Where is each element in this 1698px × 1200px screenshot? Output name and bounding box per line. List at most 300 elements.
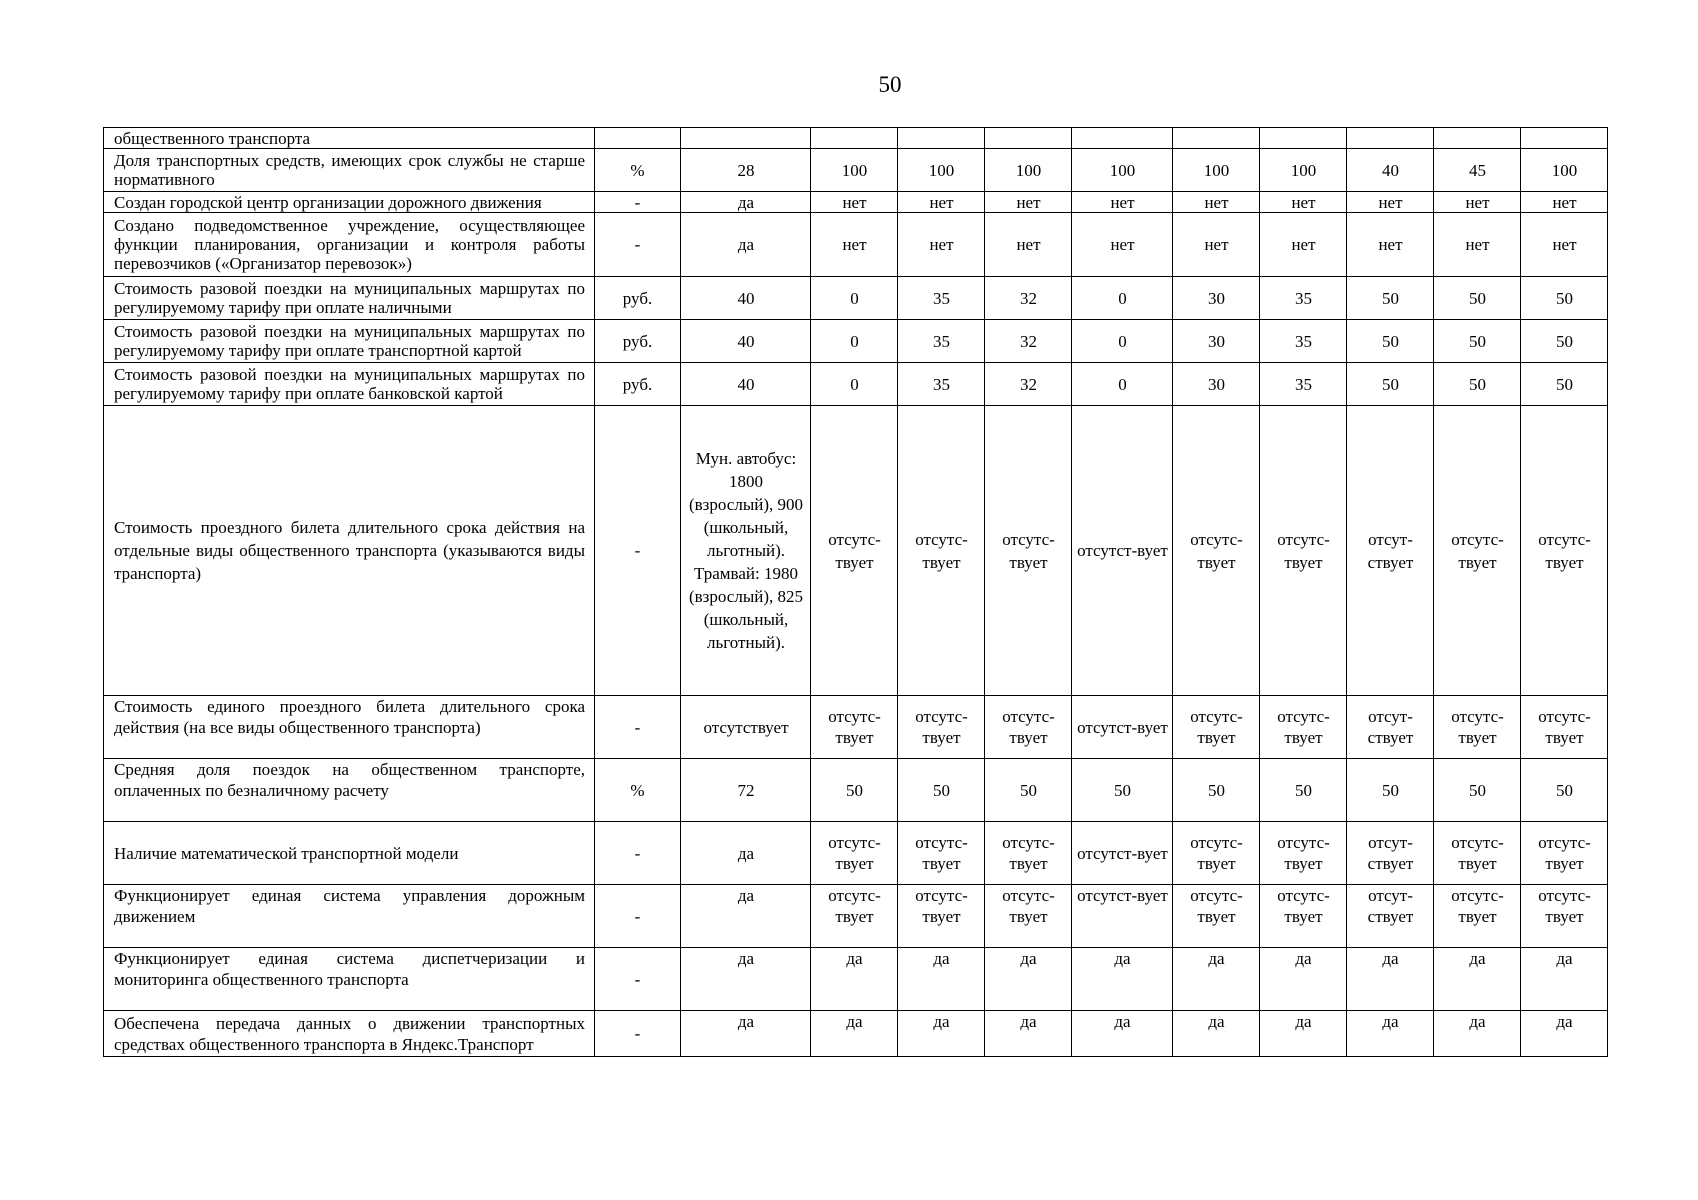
cell-text: 40 (737, 331, 755, 351)
cell-text: отсутс-твует (1190, 886, 1243, 926)
value-cell (1521, 128, 1608, 149)
value-cell (1434, 149, 1521, 192)
value-cell (1521, 149, 1608, 192)
cell-text: 50 (1556, 780, 1573, 800)
cell-text: отсут-ствует (1367, 529, 1414, 572)
value-cell (985, 1011, 1072, 1057)
target-value-cell (681, 277, 811, 320)
value-cell (985, 822, 1072, 885)
cell-text: 35 (1295, 374, 1312, 394)
cell-text: отсутс-твует (828, 886, 881, 926)
cell-text: отсутс-твует (1451, 529, 1504, 572)
cell-text: 50 (1382, 288, 1399, 308)
cell-text: 0 (850, 288, 859, 308)
value-cell (1347, 192, 1434, 213)
unit-cell: % (595, 149, 681, 192)
cell-text: 40 (737, 374, 755, 394)
cell-text: 35 (1295, 288, 1312, 308)
value-cell (898, 759, 985, 822)
table-row (104, 1011, 1608, 1057)
value-cell (1434, 885, 1521, 948)
indicator-label: Стоимость разовой поездки на муниципальных маршрутах по регулируемому тарифу при оплате наличными (104, 277, 595, 320)
value-cell (1347, 363, 1434, 406)
value-cell (1072, 320, 1173, 363)
value-cell (1434, 277, 1521, 320)
table-row (104, 277, 1608, 320)
value-cell (1434, 192, 1521, 213)
cell-text: отсутст-вует (1077, 843, 1168, 863)
page-number: 50 (878, 72, 902, 97)
cell-text: 50 (933, 780, 950, 800)
cell-text: нет (1016, 235, 1041, 254)
value-cell (1072, 1011, 1173, 1057)
cell-text: да (1469, 1012, 1486, 1031)
value-cell (898, 363, 985, 406)
value-cell (1434, 320, 1521, 363)
value-cell (811, 213, 898, 277)
table-row (104, 320, 1608, 363)
value-cell (898, 149, 985, 192)
value-cell (898, 885, 985, 948)
cell-text: отсутст-вует (1077, 541, 1168, 560)
cell-text: нет (1016, 192, 1041, 212)
value-cell (811, 363, 898, 406)
value-cell (1347, 320, 1434, 363)
cell-text: отсутс-твует (828, 529, 881, 572)
value-cell (1072, 192, 1173, 213)
cell-text: нет (1378, 192, 1403, 212)
cell-text: да (737, 235, 755, 254)
target-value-cell (681, 1011, 811, 1057)
cell-text: да (1382, 1012, 1399, 1031)
cell-text: нет (1204, 235, 1229, 254)
value-cell (1434, 128, 1521, 149)
cell-text: 50 (1469, 780, 1486, 800)
cell-text: 50 (1020, 780, 1037, 800)
cell-text: отсутст-вует (1077, 717, 1168, 737)
value-cell (1173, 213, 1260, 277)
indicator-label: Стоимость разовой поездки на муниципальных маршрутах по регулируемому тарифу при оплате банковской картой (104, 363, 595, 406)
unit-cell: - (595, 192, 681, 213)
table-row (104, 822, 1608, 885)
cell-text: да (1208, 949, 1225, 968)
value-cell (811, 696, 898, 759)
value-cell (985, 406, 1072, 696)
indicator-label: общественного транспорта (104, 128, 595, 149)
cell-text: отсутствует (703, 717, 789, 737)
value-cell (1521, 948, 1608, 1011)
value-cell (1521, 406, 1608, 696)
value-cell (1434, 1011, 1521, 1057)
value-cell (1521, 213, 1608, 277)
cell-text: да (1556, 949, 1573, 968)
value-cell (898, 213, 985, 277)
value-cell (811, 128, 898, 149)
value-cell (898, 1011, 985, 1057)
cell-text: отсутс-твует (1277, 833, 1330, 873)
cell-text: да (1295, 1012, 1312, 1031)
value-cell (1434, 363, 1521, 406)
cell-text: отсутс-твует (1002, 529, 1055, 572)
cell-text: отсутс-твует (915, 833, 968, 873)
value-cell (811, 885, 898, 948)
cell-text: отсутс-твует (828, 833, 881, 873)
table-row (104, 192, 1608, 213)
unit-cell: % (595, 759, 681, 822)
cell-text: да (1208, 1012, 1225, 1031)
cell-text: 0 (1118, 288, 1127, 308)
value-cell (811, 277, 898, 320)
cell-text: нет (1291, 235, 1316, 254)
value-cell (1072, 149, 1173, 192)
cell-text: 35 (933, 374, 950, 394)
value-cell (1521, 822, 1608, 885)
unit-cell: - (595, 885, 681, 948)
value-cell (1072, 696, 1173, 759)
value-cell (898, 128, 985, 149)
cell-text: 45 (1469, 160, 1486, 180)
value-cell (985, 696, 1072, 759)
value-cell (1347, 696, 1434, 759)
target-value-cell (681, 885, 811, 948)
table-row (104, 885, 1608, 948)
cell-text: 35 (933, 331, 950, 351)
table-row (104, 128, 1608, 149)
cell-text: 72 (737, 780, 755, 800)
cell-text: 28 (737, 160, 755, 180)
value-cell (898, 822, 985, 885)
value-cell (1260, 363, 1347, 406)
cell-text: нет (929, 235, 954, 254)
value-cell (1260, 696, 1347, 759)
value-cell (1173, 406, 1260, 696)
cell-text: 40 (1382, 160, 1399, 180)
indicators-table (103, 127, 1608, 1057)
value-cell (1072, 406, 1173, 696)
value-cell (985, 149, 1072, 192)
cell-text: 30 (1208, 331, 1225, 351)
cell-text: отсутс-твует (1451, 707, 1504, 747)
target-value-cell (681, 822, 811, 885)
cell-text: отсутс-твует (1451, 833, 1504, 873)
value-cell (1173, 192, 1260, 213)
indicator-label: Средняя доля поездок на общественном транспорте, оплаченных по безналичному расчету (104, 759, 595, 822)
cell-text: отсут-ствует (1367, 833, 1414, 873)
table-row (104, 759, 1608, 822)
value-cell (1347, 128, 1434, 149)
cell-text: да (1114, 949, 1131, 968)
table-row (104, 948, 1608, 1011)
value-cell (1434, 213, 1521, 277)
value-cell (985, 320, 1072, 363)
value-cell (1434, 822, 1521, 885)
cell-text: нет (1552, 235, 1577, 254)
target-value-cell (681, 213, 811, 277)
value-cell (1260, 885, 1347, 948)
target-value-cell (681, 406, 811, 696)
cell-text: 100 (1551, 160, 1578, 180)
value-cell (1173, 1011, 1260, 1057)
cell-text: да (737, 886, 755, 905)
target-value-cell (681, 363, 811, 406)
cell-text: да (933, 1012, 950, 1031)
value-cell (1347, 759, 1434, 822)
cell-text: да (1020, 949, 1037, 968)
cell-text: 50 (1556, 288, 1573, 308)
indicator-label: Наличие математической транспортной модели (104, 822, 595, 885)
value-cell (811, 149, 898, 192)
cell-text: 100 (1109, 160, 1136, 180)
value-cell (1260, 149, 1347, 192)
cell-text: 0 (1118, 374, 1127, 394)
cell-text: 50 (1469, 288, 1486, 308)
cell-text: нет (1110, 235, 1135, 254)
cell-text: отсутс-твует (1538, 529, 1591, 572)
cell-text: отсутс-твует (1277, 886, 1330, 926)
indicator-label: Создано подведомственное учреждение, осуществляющее функции планирования, организации и контроля работы перевозчиков («Организатор перевозок») (104, 213, 595, 277)
value-cell (985, 213, 1072, 277)
cell-text: нет (842, 192, 867, 212)
value-cell (1521, 759, 1608, 822)
value-cell (1521, 277, 1608, 320)
cell-text: 30 (1208, 288, 1225, 308)
value-cell (898, 948, 985, 1011)
unit-cell: - (595, 948, 681, 1011)
value-cell (1434, 406, 1521, 696)
cell-text: 50 (1382, 374, 1399, 394)
value-cell (1072, 213, 1173, 277)
cell-text: нет (929, 192, 954, 212)
value-cell (1347, 406, 1434, 696)
cell-text: 32 (1020, 374, 1037, 394)
cell-text: 50 (1556, 331, 1573, 351)
cell-text: 100 (1015, 160, 1042, 180)
cell-text: отсутс-твует (1190, 529, 1243, 572)
cell-text: 100 (928, 160, 955, 180)
value-cell (1434, 948, 1521, 1011)
cell-text: да (737, 192, 755, 212)
value-cell (1521, 1011, 1608, 1057)
value-cell (1260, 277, 1347, 320)
cell-text: отсутс-твует (1190, 707, 1243, 747)
cell-text: 50 (1469, 374, 1486, 394)
value-cell (1347, 822, 1434, 885)
cell-text: да (933, 949, 950, 968)
value-cell (1260, 192, 1347, 213)
cell-text: 100 (1203, 160, 1230, 180)
cell-text: 0 (1118, 331, 1127, 351)
cell-text: да (1556, 1012, 1573, 1031)
cell-text: нет (1378, 235, 1403, 254)
unit-cell: - (595, 406, 681, 696)
value-cell (1260, 128, 1347, 149)
value-cell (985, 128, 1072, 149)
indicator-label: Функционирует единая система управления дорожным движением (104, 885, 595, 948)
value-cell (1347, 885, 1434, 948)
cell-text: нет (1204, 192, 1229, 212)
value-cell (1072, 759, 1173, 822)
value-cell (1173, 320, 1260, 363)
cell-text: отсутс-твует (1002, 707, 1055, 747)
cell-text: 0 (850, 374, 859, 394)
cell-text: отсутс-твует (915, 529, 968, 572)
cell-text: нет (1291, 192, 1316, 212)
value-cell (811, 320, 898, 363)
value-cell (811, 1011, 898, 1057)
indicator-label: Функционирует единая система диспетчеризации и мониторинга общественного транспорта (104, 948, 595, 1011)
indicator-label: Доля транспортных средств, имеющих срок службы не старше нормативного (104, 149, 595, 192)
value-cell (811, 192, 898, 213)
cell-text: 50 (846, 780, 863, 800)
value-cell (898, 406, 985, 696)
cell-text: 100 (841, 160, 868, 180)
value-cell (1260, 1011, 1347, 1057)
cell-text: да (846, 949, 863, 968)
cell-text: 30 (1208, 374, 1225, 394)
indicator-label: Стоимость единого проездного билета длительного срока действия (на все виды общественного транспорта) (104, 696, 595, 759)
cell-text: отсутс-твует (1277, 529, 1330, 572)
cell-text: отсутст-вует (1077, 886, 1168, 905)
value-cell (1434, 759, 1521, 822)
cell-text: нет (1552, 192, 1577, 212)
cell-text: 50 (1295, 780, 1312, 800)
cell-text: отсутс-твует (1190, 833, 1243, 873)
indicator-label: Стоимость проездного билета длительного срока действия на отдельные виды общественного транспорта (указываются виды транспорта) (104, 406, 595, 696)
value-cell (985, 192, 1072, 213)
value-cell (1260, 948, 1347, 1011)
table-row (104, 406, 1608, 696)
target-value-cell (681, 759, 811, 822)
value-cell (985, 277, 1072, 320)
value-cell (1260, 320, 1347, 363)
value-cell (1072, 822, 1173, 885)
value-cell (1072, 128, 1173, 149)
value-cell (1173, 759, 1260, 822)
cell-text: нет (1465, 235, 1490, 254)
target-value-cell (681, 696, 811, 759)
cell-text: 0 (850, 331, 859, 351)
cell-text: да (846, 1012, 863, 1031)
indicator-label: Стоимость разовой поездки на муниципальных маршрутах по регулируемому тарифу при оплате транспортной картой (104, 320, 595, 363)
value-cell (898, 696, 985, 759)
value-cell (985, 363, 1072, 406)
cell-text: 50 (1469, 331, 1486, 351)
value-cell (1173, 128, 1260, 149)
table-row (104, 363, 1608, 406)
cell-text: отсутс-твует (1002, 833, 1055, 873)
cell-text: отсут-ствует (1367, 707, 1414, 747)
value-cell (1521, 363, 1608, 406)
value-cell (1434, 696, 1521, 759)
unit-cell (595, 128, 681, 149)
unit-cell: руб. (595, 277, 681, 320)
unit-cell: - (595, 822, 681, 885)
value-cell (985, 885, 1072, 948)
indicator-label: Обеспечена передача данных о движении транспортных средствах общественного транспорта в Яндекс.Транспорт (104, 1011, 595, 1057)
cell-text: отсутс-твует (828, 707, 881, 747)
value-cell (1260, 406, 1347, 696)
cell-text: отсутс-твует (1002, 886, 1055, 926)
value-cell (811, 406, 898, 696)
cell-text: нет (1110, 192, 1135, 212)
value-cell (1072, 948, 1173, 1011)
value-cell (1260, 822, 1347, 885)
table-row (104, 149, 1608, 192)
cell-text: да (1295, 949, 1312, 968)
target-value-cell (681, 948, 811, 1011)
cell-text: 35 (1295, 331, 1312, 351)
value-cell (985, 759, 1072, 822)
cell-text: 50 (1208, 780, 1225, 800)
value-cell (1347, 149, 1434, 192)
value-cell (1347, 213, 1434, 277)
cell-text: отсутс-твует (1451, 886, 1504, 926)
unit-cell: - (595, 213, 681, 277)
value-cell (1072, 277, 1173, 320)
cell-text: 100 (1290, 160, 1317, 180)
cell-text: да (1114, 1012, 1131, 1031)
cell-text: да (737, 1012, 755, 1031)
unit-cell: руб. (595, 363, 681, 406)
cell-text: да (737, 843, 755, 863)
table-row (104, 696, 1608, 759)
value-cell (1521, 320, 1608, 363)
value-cell (811, 822, 898, 885)
cell-text: отсутс-твует (1538, 886, 1591, 926)
value-cell (811, 948, 898, 1011)
cell-text: нет (842, 235, 867, 254)
cell-text: да (1469, 949, 1486, 968)
cell-text: 35 (933, 288, 950, 308)
cell-text: отсутс-твует (915, 707, 968, 747)
cell-text: 40 (737, 288, 755, 308)
value-cell (1173, 948, 1260, 1011)
value-cell (898, 192, 985, 213)
cell-text: да (1382, 949, 1399, 968)
value-cell (1173, 885, 1260, 948)
cell-text: да (737, 949, 755, 968)
value-cell (1521, 192, 1608, 213)
cell-text: 50 (1556, 374, 1573, 394)
value-cell (898, 320, 985, 363)
cell-text: отсутс-твует (915, 886, 968, 926)
cell-text: 32 (1020, 288, 1037, 308)
cell-text: отсут-ствует (1367, 886, 1414, 926)
unit-cell: руб. (595, 320, 681, 363)
value-cell (1173, 277, 1260, 320)
cell-text: 50 (1114, 780, 1131, 800)
cell-text: отсутс-твует (1538, 707, 1591, 747)
value-cell (1072, 363, 1173, 406)
value-cell (898, 277, 985, 320)
target-value-cell (681, 192, 811, 213)
value-cell (1260, 213, 1347, 277)
cell-text: Мун. автобус: 1800 (взрослый), 900 (школьный, льготный). Трамвай: 1980 (взрослый), 825 (школьный, льготный). (688, 449, 804, 652)
value-cell (1173, 363, 1260, 406)
cell-text: 50 (1382, 331, 1399, 351)
value-cell (1072, 885, 1173, 948)
value-cell (1347, 277, 1434, 320)
value-cell (1173, 696, 1260, 759)
value-cell (1347, 1011, 1434, 1057)
value-cell (985, 948, 1072, 1011)
cell-text: 50 (1382, 780, 1399, 800)
unit-cell: - (595, 1011, 681, 1057)
cell-text: нет (1465, 192, 1490, 212)
value-cell (1260, 759, 1347, 822)
target-value-cell (681, 149, 811, 192)
cell-text: да (1020, 1012, 1037, 1031)
